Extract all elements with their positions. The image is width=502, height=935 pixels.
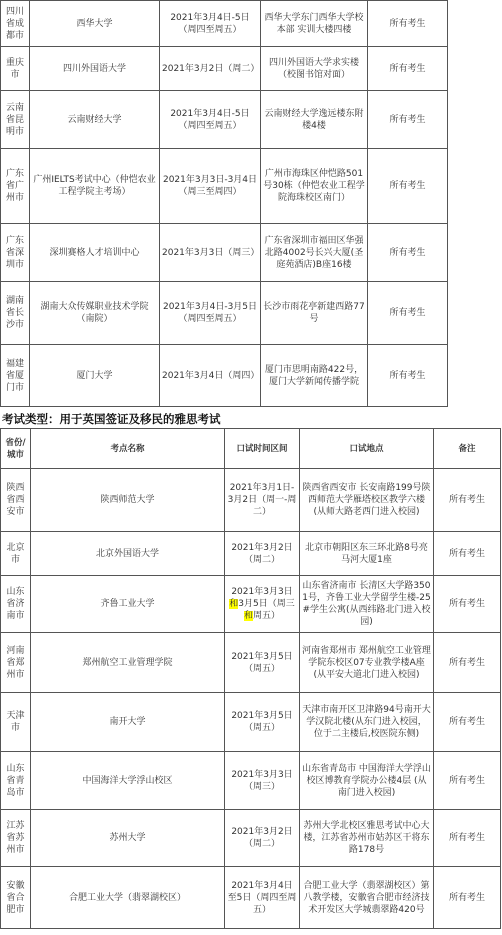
note-cell: 所有考生 — [434, 576, 501, 633]
time-cell: 2021年3月5日（周五） — [225, 693, 300, 752]
section-title: 考试类型：用于英国签证及移民的雅思考试 — [2, 412, 221, 426]
venue-cell: 四川外国语大学 — [30, 47, 160, 91]
table-header-row — [1, 429, 501, 469]
address-cell: 河南省郑州市 郑州航空工业管理学院东校区07专业教学楼A座(从平安大道北门进入校园) — [300, 633, 434, 693]
city-cell: 云南省昆明市 — [1, 91, 30, 149]
venue-cell: 齐鲁工业大学 — [31, 576, 225, 633]
city-cell: 重庆市 — [1, 47, 30, 91]
address-cell: 北京市朝阳区东三环北路8号亮马河大厦1座 — [300, 532, 434, 576]
table-row — [1, 469, 501, 532]
time-cell: 2021年3月4日-5日（周四至周五） — [160, 1, 261, 47]
venue-cell: 湖南大众传媒职业技术学院（南院） — [30, 282, 160, 345]
note-cell: 所有考生 — [434, 810, 501, 867]
header-time: 口试时间区间 — [225, 429, 300, 469]
venue-cell: 中国海洋大学浮山校区 — [31, 752, 225, 810]
venue-cell: 合肥工业大学（翡翠湖校区） — [31, 867, 225, 929]
note-cell: 所有考生 — [434, 633, 501, 693]
address-cell: 山东省青岛市 中国海洋大学浮山校区博教育学院办公楼4层 (从南门进入校园) — [300, 752, 434, 810]
table-row — [1, 633, 501, 693]
venue-cell: 厦门大学 — [30, 345, 160, 407]
table-row — [1, 345, 448, 407]
note-cell: 所有考生 — [434, 469, 501, 532]
city-cell: 广东省深圳市 — [1, 224, 30, 282]
time-text: 周五） — [253, 611, 281, 621]
address-cell: 长沙市雨花亭新建西路77号 — [261, 282, 368, 345]
venue-cell: 北京外国语大学 — [31, 532, 225, 576]
city-cell: 福建省厦门市 — [1, 345, 30, 407]
city-cell: 广东省广州市 — [1, 149, 30, 224]
note-cell: 所有考生 — [434, 867, 501, 929]
time-cell: 2021年3月3日（周三） — [225, 752, 300, 810]
address-cell: 陕西省西安市 长安南路199号陕西师范大学雁塔校区教学六楼(从师大路老西门进入校园) — [300, 469, 434, 532]
time-text: 2021年3月3日 — [231, 587, 293, 597]
city-cell: 湖南省长沙市 — [1, 282, 30, 345]
note-cell: 所有考生 — [368, 91, 448, 149]
time-cell: 2021年3月5日（周五） — [225, 633, 300, 693]
table-row — [1, 576, 501, 633]
time-cell: 2021年3月4日-3月5日（周四至周五） — [160, 282, 261, 345]
time-cell: 2021年3月3日-3月4日（周三至周四） — [160, 149, 261, 224]
city-cell: 北京市 — [1, 532, 31, 576]
address-cell: 云南财经大学逸远楼东附楼4楼 — [261, 91, 368, 149]
address-cell: 天津市南开区卫津路94号南开大学汉院北楼(从东门进入校园，位于二主楼后,校医院东侧) — [300, 693, 434, 752]
header-note: 备注 — [434, 429, 501, 469]
address-cell: 苏州大学北校区雅思考试中心大楼，江苏省苏州市姑苏区干将东路178号 — [300, 810, 434, 867]
header-address: 口试地点 — [300, 429, 434, 469]
venue-cell: 深圳赛格人才培训中心 — [30, 224, 160, 282]
uk-visa-migration-venues-table — [0, 428, 501, 929]
highlight-and: 和 — [229, 599, 239, 609]
venue-cell: 郑州航空工业管理学院 — [31, 633, 225, 693]
table-row — [1, 224, 448, 282]
venue-cell: 广州IELTS考试中心（仲恺农业工程学院主考场） — [30, 149, 160, 224]
address-cell: 山东省济南市 长清区大学路3501号，齐鲁工业大学留学生楼-25#学生公寓(从西纬路北门进入校园) — [300, 576, 434, 633]
note-cell: 所有考生 — [434, 532, 501, 576]
note-cell: 所有考生 — [368, 47, 448, 91]
venue-cell: 苏州大学 — [31, 810, 225, 867]
highlight-and: 和 — [243, 611, 253, 621]
note-cell: 所有考生 — [368, 345, 448, 407]
time-cell: 2021年3月2日（周二） — [160, 47, 261, 91]
time-cell: 2021年3月4日-5日（周四至周五） — [160, 91, 261, 149]
city-cell: 陕西省西安市 — [1, 469, 31, 532]
table-row — [1, 752, 501, 810]
time-cell — [225, 576, 300, 633]
time-text: 3月5日（周三 — [238, 599, 295, 609]
time-cell: 2021年3月1日-3月2日（周一-周二） — [225, 469, 300, 532]
table-row — [1, 282, 448, 345]
note-cell: 所有考生 — [368, 149, 448, 224]
table-row — [1, 867, 501, 929]
venue-cell: 西华大学 — [30, 1, 160, 47]
table-row — [1, 149, 448, 224]
note-cell: 所有考生 — [434, 693, 501, 752]
time-cell: 2021年3月4日至5日（周四至周五） — [225, 867, 300, 929]
venue-cell: 云南财经大学 — [30, 91, 160, 149]
city-cell: 山东省济南市 — [1, 576, 31, 633]
table-row — [1, 810, 501, 867]
time-cell: 2021年3月4日（周四） — [160, 345, 261, 407]
note-cell: 所有考生 — [434, 752, 501, 810]
city-cell: 安徽省合肥市 — [1, 867, 31, 929]
city-cell: 山东省青岛市 — [1, 752, 31, 810]
table-row — [1, 47, 448, 91]
header-venue: 考点名称 — [31, 429, 225, 469]
table-row — [1, 532, 501, 576]
address-cell: 广东省深圳市福田区华强北路4002号长兴大厦(圣庭苑酒店)B座16楼 — [261, 224, 368, 282]
note-cell: 所有考生 — [368, 282, 448, 345]
time-cell: 2021年3月2日（周二） — [225, 532, 300, 576]
table-row — [1, 91, 448, 149]
note-cell: 所有考生 — [368, 224, 448, 282]
address-cell: 四川外国语大学求实楼（校图书馆对面） — [261, 47, 368, 91]
table-row — [1, 693, 501, 752]
address-cell: 厦门市思明南路422号，厦门大学新闻传播学院 — [261, 345, 368, 407]
city-cell: 四川省成都市 — [1, 1, 30, 47]
city-cell: 天津市 — [1, 693, 31, 752]
uk-visa-venues-table-continued — [0, 0, 448, 407]
time-cell: 2021年3月3日（周三） — [160, 224, 261, 282]
table-row — [1, 1, 448, 47]
city-cell: 河南省郑州市 — [1, 633, 31, 693]
header-city: 省份/城市 — [1, 429, 31, 469]
address-cell: 西华大学东门西华大学校本部 实训大楼四楼 — [261, 1, 368, 47]
city-cell: 江苏省苏州市 — [1, 810, 31, 867]
address-cell: 合肥工业大学（翡翠湖校区）第八教学楼，安徽省合肥市经济技术开发区大学城翡翠路420号 — [300, 867, 434, 929]
address-cell: 广州市海珠区仲恺路501号30栋（仲恺农业工程学院海珠校区南门） — [261, 149, 368, 224]
venue-cell: 南开大学 — [31, 693, 225, 752]
time-cell: 2021年3月2日（周二） — [225, 810, 300, 867]
note-cell: 所有考生 — [368, 1, 448, 47]
venue-cell: 陕西师范大学 — [31, 469, 225, 532]
